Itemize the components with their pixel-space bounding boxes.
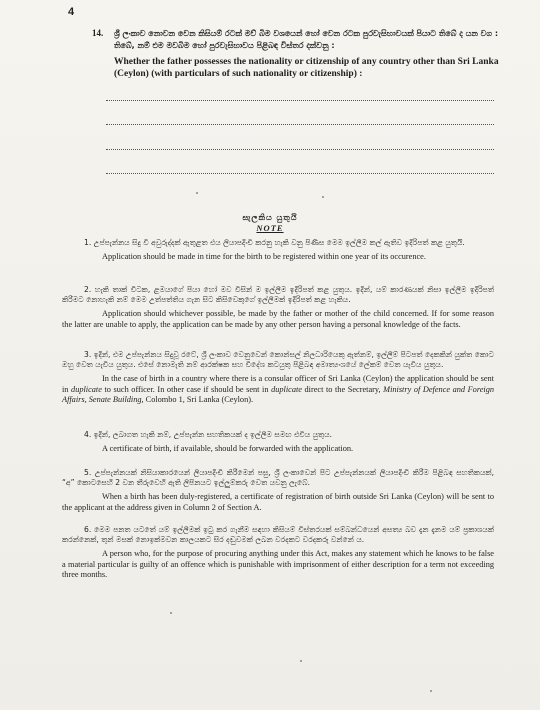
note-item-2-sinhala: 2. හැකි තාක් විටක, ළමයාගේ පියා හෝ මව විසින් ම ඉල්ලීම ඉදිරිපත් කළ යුතුය. ඉදින්, යම් කාරණයක් නිසා ඉල්ලීම ඉදිරිපත් කිරීමට නොහැකි නම් මෙම උත්පත්තිය ගැන සිට කිසිවෙකුගේ ඉල්ලීමක් ඉදිරිපත් කළ හැකිය.: [62, 285, 494, 304]
note-item-4: [62, 430, 494, 455]
scan-speck: [430, 690, 432, 692]
scan-speck: [322, 196, 324, 198]
note-item-5-sinhala: 5. උප්පැන්නයක් නිසියාකාරයෙන් ලියාපදිංචි කිරීමෙන් පසු, ශ්‍රී ලංකාවෙන් පිට උප්පැන්නයක් ලියාපදිංචි කිරීම පිළිබඳ සහතිකයක්, “අ” කොටසෙහි 2 වන තීරුවෙහි ඇති ලිපිනයට ඉල්ලුම්කරු වෙත යවනු ලැබේ.: [62, 468, 494, 487]
note-item-1-english: Application should be made in time for the birth to be registered within one year of its occurence.: [102, 252, 426, 261]
note-item-2: [62, 285, 494, 330]
note-item-2-english: Application should whichever possible, be made by the father or mother of the child concerned. If for some reason the latter are unable to apply, the application can be made by any other person having a personal knowledge of the facts.: [62, 309, 495, 329]
note-heading-sinhala: සැලකිය යුතුයි: [242, 213, 298, 222]
note-heading: [0, 212, 540, 233]
note-item-5: [62, 468, 494, 513]
scan-speck: [170, 612, 172, 614]
answer-line-1[interactable]: [106, 100, 494, 101]
page-number: 4: [68, 6, 75, 18]
scan-speck: [196, 192, 198, 194]
answer-line-4[interactable]: [106, 173, 494, 174]
question-14: [92, 28, 502, 80]
note-heading-english: NOTE: [256, 223, 284, 233]
note-item-4-sinhala: 4. ඉදින්, ලබාගත හැකි නම්, උප්පැන්න සහතිකයක් ද ඉල්ලීම සමඟ එවිය යුතුය.: [84, 430, 333, 439]
note-item-3-english: In the case of birth in a country where there is a consular officer of Sri Lanka (Ceylon) the application should be sent in duplicate to such officer. In other case if should be sent in duplicate direct to the Secretary, Ministry of Defence and Foreign Affairs, Senate Building, Colombo 1, Sri Lanka (Ceylon).: [62, 374, 495, 404]
note-item-3: [62, 350, 494, 406]
note-item-6-english: A person who, for the purpose of procuring anything under this Act, makes any statement which he knows to be false a material particular is guilty of an offence which is punishable with imprisonment of either description for a term not exceeding three months.: [62, 549, 494, 579]
answer-line-2[interactable]: [106, 124, 494, 125]
note-item-1-sinhala: 1. උප්පැන්නය සිදු වී අවුරුද්දක් ඇතුළත එය ලියාපදිංචි කරනු හැකි වනු පිණිස මෙම ඉල්ලීම කල් ඇතිව ඉදිරිපත් කළ යුතුයි.: [84, 238, 465, 247]
note-item-6-sinhala: 6. මෙම පනත යටතේ යම් ඉල්ලීමක් ඉටු කර ගැනීම සඳහා කිසියම් විස්තරයක් සම්බන්ධයෙන් අසත්‍ය බව දැන දැනම යම් ප්‍රකාශයක් කරන්නෙක්, තුන් මසක් නොඉක්මවන කාලයකට සිර දඬුවමක් ලබන වරදකට වරදකරු වන්නේ ය.: [62, 525, 494, 544]
note-item-3-sinhala: 3. ඉදින්, එම උප්පැන්නය සිදුවූ රටේ, ශ්‍රී ලංකාව වෙනුවෙන් කොන්සල් නිලධාරියෙකු ඇත්නම්, ඉල්ලීම් පිටපත් දෙකකින් යුක්ත කොට ඔහු වෙත යැවිය යුතුය. එසේ නොමැති නම් ආරක්ෂක සහ විදේශ කටයුතු පිළිබඳ අමාත්‍යංශයේ ලේකම් වෙත යැවිය යුතුය.: [62, 350, 494, 369]
note-item-5-english: When a birth has been duly-registered, a certificate of registration of birth outside Sri Lanka (Ceylon) will be sent to the applicant at the address given in Column 2 of Section A.: [62, 492, 494, 512]
question-english: Whether the father possesses the nationality or citizenship of any country other than Sri Lanka (Ceylon) (with particulars of such nationality or citizenship) :: [114, 57, 499, 79]
scan-speck: [300, 660, 302, 662]
note-item-4-english: A certificate of birth, if available, should be forwarded with the application.: [102, 444, 354, 453]
note-item-1: [62, 238, 494, 263]
note-item-6: [62, 525, 494, 581]
question-number: 14.: [92, 28, 104, 38]
answer-line-3[interactable]: [106, 149, 494, 150]
question-sinhala: ශ්‍රී ලංකාව නොවන වෙන කිසියම් රටක් මව් බිම වශයෙන් හෝ වෙන රටක පුරවැසිභාවයක් පියාට තිබේ ද යන වග : තිබේ, නම් එම මවබිම හෝ පුරවැසිභාවය පිළිබඳ විස්තර දක්වනු :: [114, 29, 499, 50]
